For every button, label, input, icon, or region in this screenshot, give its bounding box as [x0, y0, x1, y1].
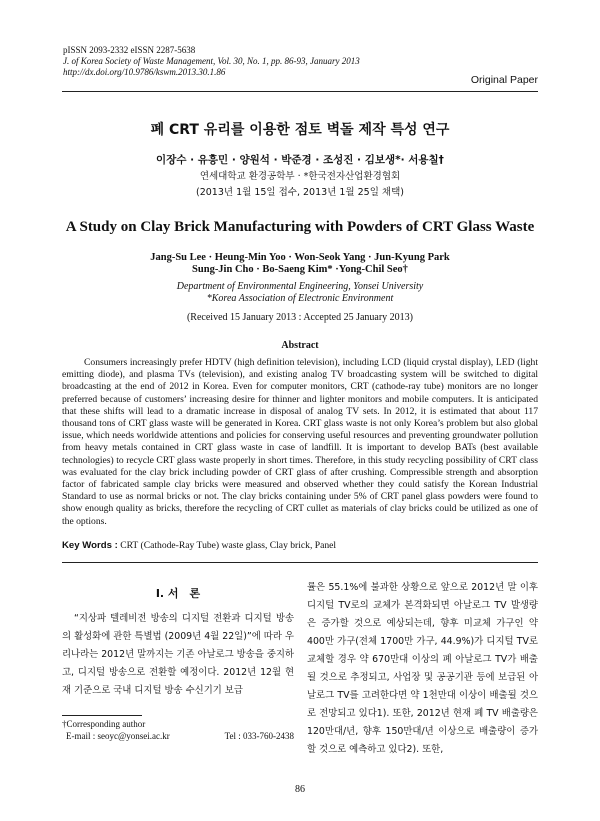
english-authors-line2: Sung-Jin Cho · Bo-Saeng Kim* ·Yong-Chil Seo†	[192, 264, 408, 275]
abstract-text: Consumers increasingly prefer HDTV (high definition television), including LCD (liquid crystal display), LED (light emitting diode), and plasma TVs (television), and existing analog TV broadcasting system will be switched to digital broadcasting at the end of 2012 in Korea. Even for computer monitors, CRT (cathode-ray tube) monitors are no longer preferred because of customers’ increasing desire for thinner and lighter monitors and mobile computers. It is anticipated that these shifts will lead to a dramatic increase in disposal of analog TV sets. In 2012, it is estimated that about 117 thousand tons of CRT glass waste will be generated in Korea. CRT glass waste is not only Korea’s problem but also global issue, which needs worldwide attentions and policies for conserving useful resources and preventing groundwater pollution from heavy metals contained in CRT glass waste in case of landfill. It is important to develop BATs (best available technologies) to recycle CRT glass waste properly in short times. Therefore, in this study recycling possibility of CRT class was evaluated for the clay brick including powder of CRT glass of after crushing. Compressible strength and absorption factor of fabricated sample clay bricks were measured and observed whether they could satisfy the Korean Industrial Standard to use as normal bricks or not. The clay bricks containing under 5% of CRT panel glass powders were found to show enough quality as bricks, therefore the recycling of CRT cullet as materials of clay bricks could be utilized as one of the options.	[62, 357, 538, 527]
korean-title: 폐 CRT 유리를 이용한 점토 벽돌 제작 특성 연구	[150, 122, 450, 138]
footnote	[62, 718, 294, 742]
doi-link[interactable]: http://dx.doi.org/10.9786/kswm.2013.30.1.86	[63, 67, 226, 77]
english-affiliation-1: Department of Environmental Engineering, Yonsei University	[176, 281, 424, 292]
abstract-heading: Abstract	[281, 340, 319, 351]
author-tel: Tel : 033-760-2438	[224, 731, 294, 741]
english-affiliation-2: *Korea Association of Electronic Environment	[206, 293, 394, 304]
keywords	[62, 540, 336, 551]
english-affiliation	[62, 281, 538, 305]
korean-authors: 이장수 · 유흥민 · 양원석 · 박준경 · 조성진 · 김보생*· 서용칠†	[156, 154, 444, 166]
keywords-label: Key Words :	[62, 540, 118, 551]
author-email: E-mail : seoyc@yonsei.ac.kr	[66, 731, 170, 741]
footnote-divider	[62, 715, 142, 716]
corresponding-author: †Corresponding author	[62, 719, 146, 729]
body-right-column: 률은 55.1%에 불과한 상황으로 앞으로 2012년 말 이후 디지털 TV로의 교체가 본격화되면 아날로그 TV 발생량은 증가할 것으로 예상되는데, 향후 미교체 가구인 약 400만 가구(전체 1700만 가구, 44.9%)가 디지털 TV로 교체할 경우 약 670만대 이상의 폐 아날로그 TV가 배출될 것으로 추정되고, 사업장 및 공공기관 등에 보급된 아날로그 TV를 고려한다면 약 1천만대 이상이 배출될 것으로 전망되고 있다1). 또한, 2012년 현재 폐 TV 배출량은 120만대/년, 향후 150만대/년 이상으로 배출량이 증가할 것으로 예측하고 있다2). 또한,	[307, 582, 538, 755]
section-heading: I. 서 론	[155, 587, 201, 600]
english-authors	[62, 252, 538, 276]
keywords-text: CRT (Cathode-Ray Tube) waste glass, Clay brick, Panel	[120, 540, 337, 551]
issn-line: pISSN 2093-2332 eISSN 2287-5638	[63, 45, 196, 55]
korean-dates: (2013년 1월 15일 접수, 2013년 1월 25일 채택)	[196, 187, 404, 198]
english-dates: (Received 15 January 2013 : Accepted 25 January 2013)	[186, 312, 414, 323]
journal-header	[63, 45, 360, 78]
header-divider	[62, 91, 538, 92]
english-title: A Study on Clay Brick Manufacturing with Powders of CRT Glass Waste	[65, 219, 535, 235]
korean-affiliation: 연세대학교 환경공학부 · *한국전자산업환경협회	[199, 171, 401, 182]
keywords-divider	[62, 562, 538, 563]
paper-type-label: Original Paper	[470, 74, 538, 86]
body-left-column: “지상파 텔레비전 방송의 디지털 전환과 디지털 방송의 활성화에 관한 특별법 (2009년 4월 22일)”에 따라 우리나라는 2012년 말까지는 기존 아날로그 방송을 중지하고, 디지털 방송으로 전환할 예정이다. 2012년 12월 현재 기준으로 국내 디지털 방송 수신기기 보급	[62, 613, 294, 696]
english-authors-line1: Jang-Su Lee · Heung-Min Yoo · Won-Seok Yang · Jun-Kyung Park	[150, 252, 450, 263]
journal-citation: J. of Korea Society of Waste Management, Vol. 30, No. 1, pp. 86-93, January 2013	[63, 56, 360, 66]
page-number: 86	[295, 784, 305, 795]
